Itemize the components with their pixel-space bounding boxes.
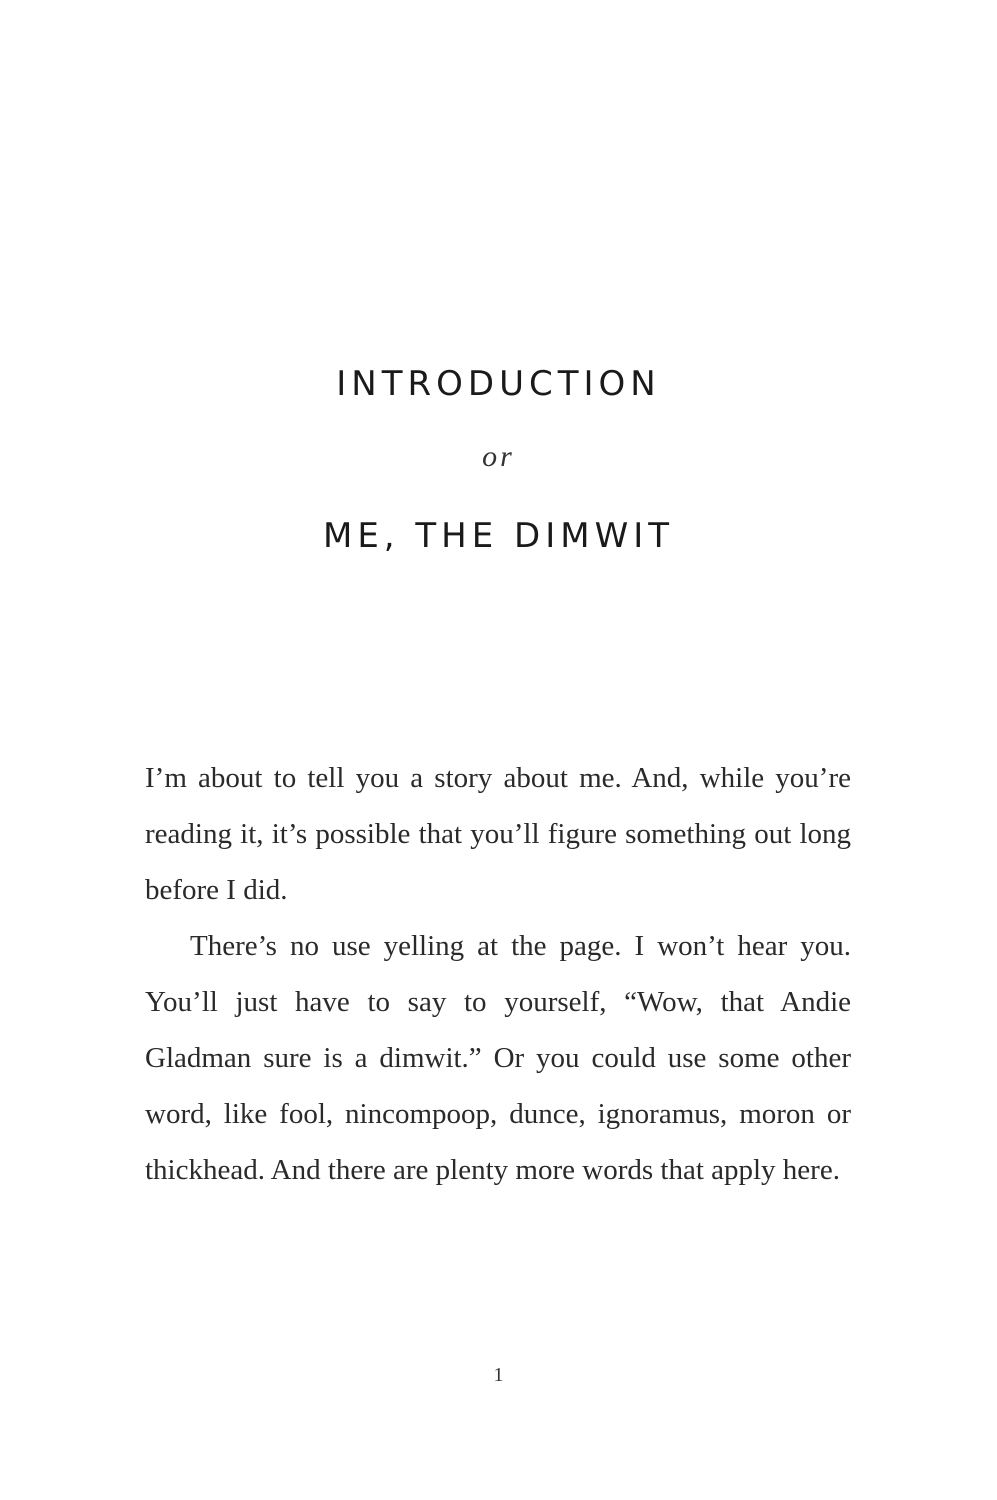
body-text [145,750,851,1198]
paragraph: There’s no use yelling at the page. I won’t hear you. You’ll just have to say to yourself, “Wow, that Andie Gladman sure is a dimwit.” Or you could use some other word, like fool, nincompoop, dunce, ignoramus, moron or thickhead. And there are plenty more words that apply here. [145,930,851,1186]
chapter-subtitle: ME, THE DIMWIT [322,516,674,556]
paragraph: I’m about to tell you a story about me. And, while you’re reading it, it’s possible that you’ll figure something out long before I did. [145,762,851,906]
chapter-title-connector: or [482,440,515,473]
page-number: 1 [493,1364,504,1386]
chapter-title: INTRODUCTION [336,364,661,404]
